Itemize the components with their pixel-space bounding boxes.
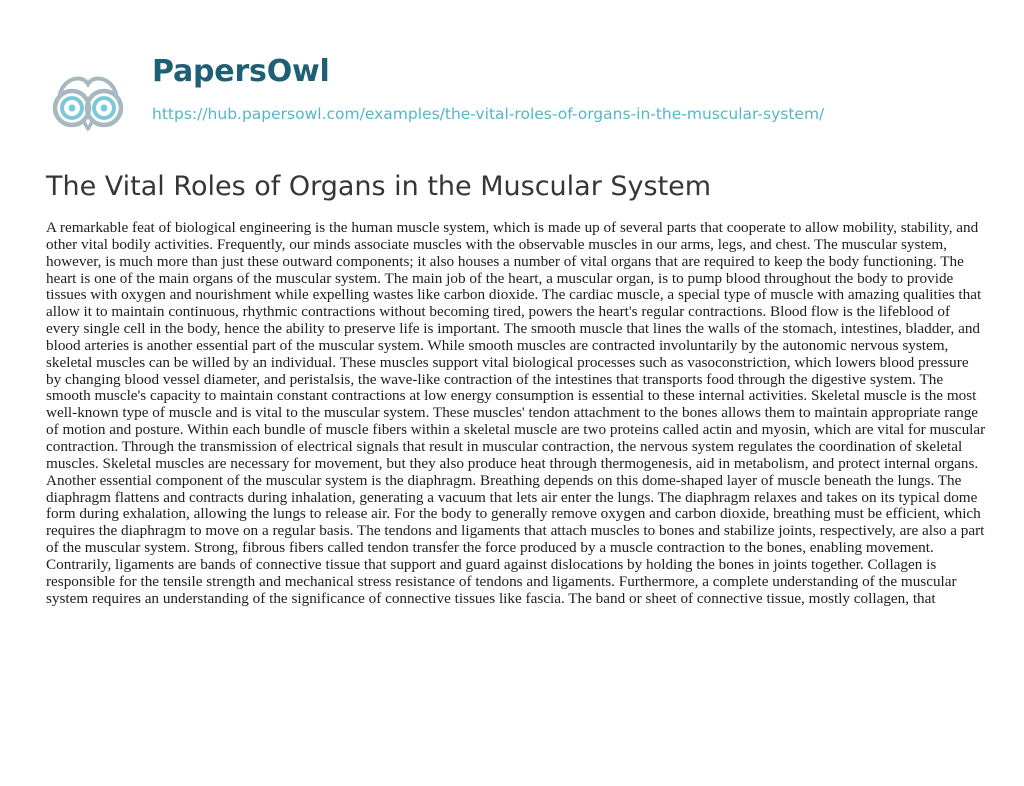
- source-url-link[interactable]: https://hub.papersowl.com/examples/the-vital-roles-of-organs-in-the-muscular-system/: [152, 105, 825, 123]
- owl-logo-icon: [48, 72, 128, 134]
- brand-name: PapersOwl: [152, 54, 330, 89]
- site-header: [0, 0, 1024, 160]
- document-body: A remarkable feat of biological engineering is the human muscle system, which is made up of several parts that cooperate to allow mobility, stability, and other vital bodily activities. Frequently, our minds associate muscles with the observable muscles in our arms, legs, and chest. The muscular system, however, is much more than just these outward components; it also houses a number of vital organs that are required to keep the body functioning. The heart is one of the main organs of the muscular system. The main job of the heart, a muscular organ, is to pump blood throughout the body to provide tissues with oxygen and nourishment while expelling wastes like carbon dioxide. The cardiac muscle, a special type of muscle with amazing qualities that allow it to maintain continuous, rhythmic contractions without becoming tired, powers the heart's regular contractions. Blood flow is the lifeblood of every single cell in the body, hence the ability to preserve life is important. The smooth muscle that lines the walls of the stomach, intestines, bladder, and blood arteries is another essential part of the muscular system. While smooth muscles are contracted involuntarily by the autonomic nervous system, skeletal muscles can be willed by an individual. These muscles support vital biological processes such as vasoconstriction, which lowers blood pressure by changing blood vessel diameter, and peristalsis, the wave-like contraction of the intestines that transports food through the digestive system. The smooth muscle's capacity to maintain constant contractions at low energy consumption is essential to these internal activities. Skeletal muscle is the most well-known type of muscle and is vital to the muscular system. These muscles' tendon attachment to the bones allows them to maintain appropriate range of motion and posture. Within each bundle of muscle fibers within a skeletal muscle are two proteins called actin and myosin, which are vital for muscular contraction. Through the transmission of electrical signals that result in muscular contraction, the nervous system regulates the coordination of skeletal muscles. Skeletal muscles are necessary for movement, but they also produce heat through thermogenesis, aid in metabolism, and protect internal organs. Another essential component of the muscular system is the diaphragm. Breathing depends on this dome-shaped layer of muscle beneath the lungs. The diaphragm flattens and contracts during inhalation, generating a vacuum that lets air enter the lungs. The diaphragm relaxes and takes on its typical dome form during exhalation, allowing the lungs to release air. For the body to generally remove oxygen and carbon dioxide, breathing must be efficient, which requires the diaphragm to move on a regular basis. The tendons and ligaments that attach muscles to bones and stabilize joints, respectively, are also a part of the muscular system. Strong, fibrous fibers called tendon transfer the force produced by a muscle contraction to the bones, enabling movement. Contrarily, ligaments are bands of connective tissue that support and guard against dislocations by holding the bones in joints together. Collagen is responsible for the tensile strength and mechanical stress resistance of tendons and ligaments. Furthermore, a complete understanding of the muscular system requires an understanding of the significance of connective tissues like fascia. The band or sheet of connective tissue, mostly collagen, that: [46, 219, 986, 607]
- document-title: The Vital Roles of Organs in the Muscular System: [46, 171, 712, 202]
